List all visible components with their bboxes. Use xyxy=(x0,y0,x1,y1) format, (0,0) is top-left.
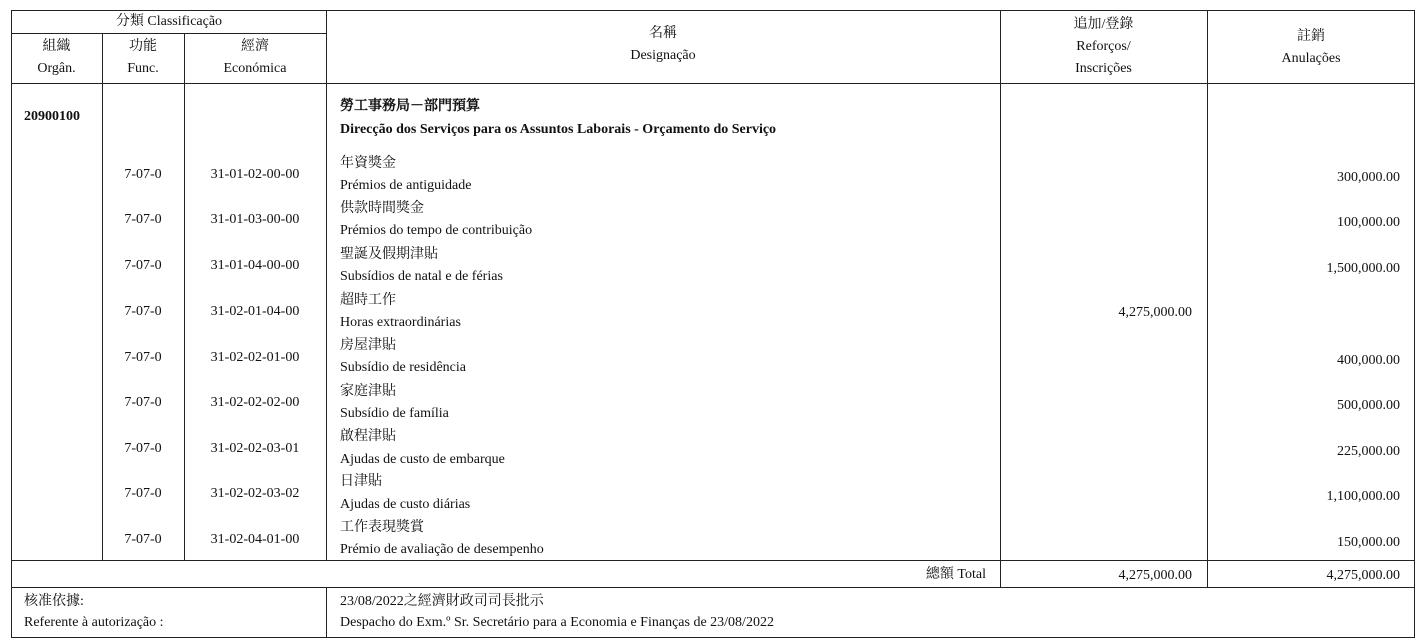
col-divider-designation xyxy=(1000,10,1001,587)
header-func-pt: Func. xyxy=(127,61,159,76)
row-econ: 31-02-02-02-00 xyxy=(210,395,300,410)
header-reinforcement-pt2: Inscrições xyxy=(1075,61,1132,76)
row-name-pt: Subsídio de residência xyxy=(340,360,466,375)
row-func: 7-07-0 xyxy=(124,350,162,365)
row-econ: 31-02-01-04-00 xyxy=(210,304,300,319)
row-name-pt: Ajudas de custo diárias xyxy=(340,497,471,512)
col-divider-organ xyxy=(102,33,103,560)
total-annulment: 4,275,000.00 xyxy=(1326,568,1400,583)
total-bottom-line xyxy=(11,587,1415,588)
header-designation-zh: 名稱 xyxy=(649,26,677,41)
total-label: 總額 Total xyxy=(925,567,986,582)
row-annulment: 100,000.00 xyxy=(1337,215,1400,230)
header-annulment-pt: Anulações xyxy=(1281,51,1341,66)
row-func: 7-07-0 xyxy=(124,304,162,319)
row-econ: 31-01-02-00-00 xyxy=(210,167,300,182)
classification-underline xyxy=(11,33,327,34)
header-bottom-line xyxy=(11,83,1415,84)
header-econ-zh: 經濟 xyxy=(241,39,269,54)
row-func: 7-07-0 xyxy=(124,258,162,273)
row-annulment: 150,000.00 xyxy=(1337,535,1400,550)
row-econ: 31-01-03-00-00 xyxy=(210,212,300,227)
row-name-zh: 工作表現獎賞 xyxy=(340,520,424,535)
row-name-pt: Prémios de antiguidade xyxy=(340,178,472,193)
row-name-zh: 年資獎金 xyxy=(340,156,396,171)
row-func: 7-07-0 xyxy=(124,212,162,227)
total-reinforcement: 4,275,000.00 xyxy=(1118,568,1192,583)
row-annulment: 225,000.00 xyxy=(1337,444,1400,459)
row-annulment: 500,000.00 xyxy=(1337,398,1400,413)
header-organ-zh: 組織 xyxy=(42,39,71,54)
footer-divider xyxy=(326,587,327,638)
row-func: 7-07-0 xyxy=(124,395,162,410)
row-annulment: 1,500,000.00 xyxy=(1326,261,1400,276)
row-name-zh: 日津貼 xyxy=(340,474,382,489)
col-divider-econ xyxy=(326,10,327,560)
header-designation-pt: Designação xyxy=(630,48,696,63)
row-name-zh: 啟程津貼 xyxy=(340,429,396,444)
row-name-pt: Prémios do tempo de contribuição xyxy=(340,223,533,238)
row-name-zh: 房屋津貼 xyxy=(340,338,396,353)
row-name-pt: Ajudas de custo de embarque xyxy=(340,452,505,467)
row-annulment: 400,000.00 xyxy=(1337,353,1400,368)
row-name-pt: Horas extraordinárias xyxy=(340,315,461,330)
row-func: 7-07-0 xyxy=(124,486,162,501)
row-name-pt: Subsídio de família xyxy=(340,406,449,421)
header-reinforcement-zh: 追加/登錄 xyxy=(1073,17,1134,32)
row-name-pt: Prémio de avaliação de desempenho xyxy=(340,542,544,557)
row-econ: 31-02-02-03-02 xyxy=(210,486,300,501)
col-divider-func xyxy=(184,33,185,560)
header-annulment-zh: 註銷 xyxy=(1297,29,1325,44)
row-econ: 31-02-02-01-00 xyxy=(210,350,300,365)
body-bottom-line xyxy=(11,560,1415,561)
row-name-zh: 家庭津貼 xyxy=(340,384,396,399)
authorization-label-zh: 核准依據: xyxy=(24,594,84,609)
row-econ: 31-02-02-03-01 xyxy=(210,441,300,456)
row-name-zh: 供款時間獎金 xyxy=(340,201,424,216)
header-organ-pt: Orgân. xyxy=(37,61,76,76)
row-func: 7-07-0 xyxy=(124,441,162,456)
row-func: 7-07-0 xyxy=(124,532,162,547)
department-name-zh: 勞工事務局－部門預算 xyxy=(340,99,480,114)
authorization-label-pt: Referente à autorização : xyxy=(24,615,164,630)
header-reinforcement-pt1: Reforços/ xyxy=(1076,39,1131,54)
row-func: 7-07-0 xyxy=(124,167,162,182)
row-annulment: 1,100,000.00 xyxy=(1326,489,1400,504)
row-name-zh: 超時工作 xyxy=(340,293,396,308)
department-code: 20900100 xyxy=(24,109,80,124)
header-classification: 分類 Classificação xyxy=(115,14,223,29)
authorization-text-zh: 23/08/2022之經濟財政司司長批示 xyxy=(340,594,544,609)
row-name-pt: Subsídios de natal e de férias xyxy=(340,269,503,284)
row-econ: 31-02-04-01-00 xyxy=(210,532,300,547)
row-annulment: 300,000.00 xyxy=(1337,170,1400,185)
header-econ-pt: Económica xyxy=(223,61,287,76)
row-reinforcement: 4,275,000.00 xyxy=(1118,305,1192,320)
row-name-zh: 聖誕及假期津貼 xyxy=(340,247,438,262)
row-econ: 31-01-04-00-00 xyxy=(210,258,300,273)
header-func-zh: 功能 xyxy=(129,39,157,54)
authorization-text-pt: Despacho do Exm.º Sr. Secretário para a Economia e Finanças de 23/08/2022 xyxy=(340,615,774,630)
department-name-pt: Direcção dos Serviços para os Assuntos Laborais - Orçamento do Serviço xyxy=(340,122,777,137)
